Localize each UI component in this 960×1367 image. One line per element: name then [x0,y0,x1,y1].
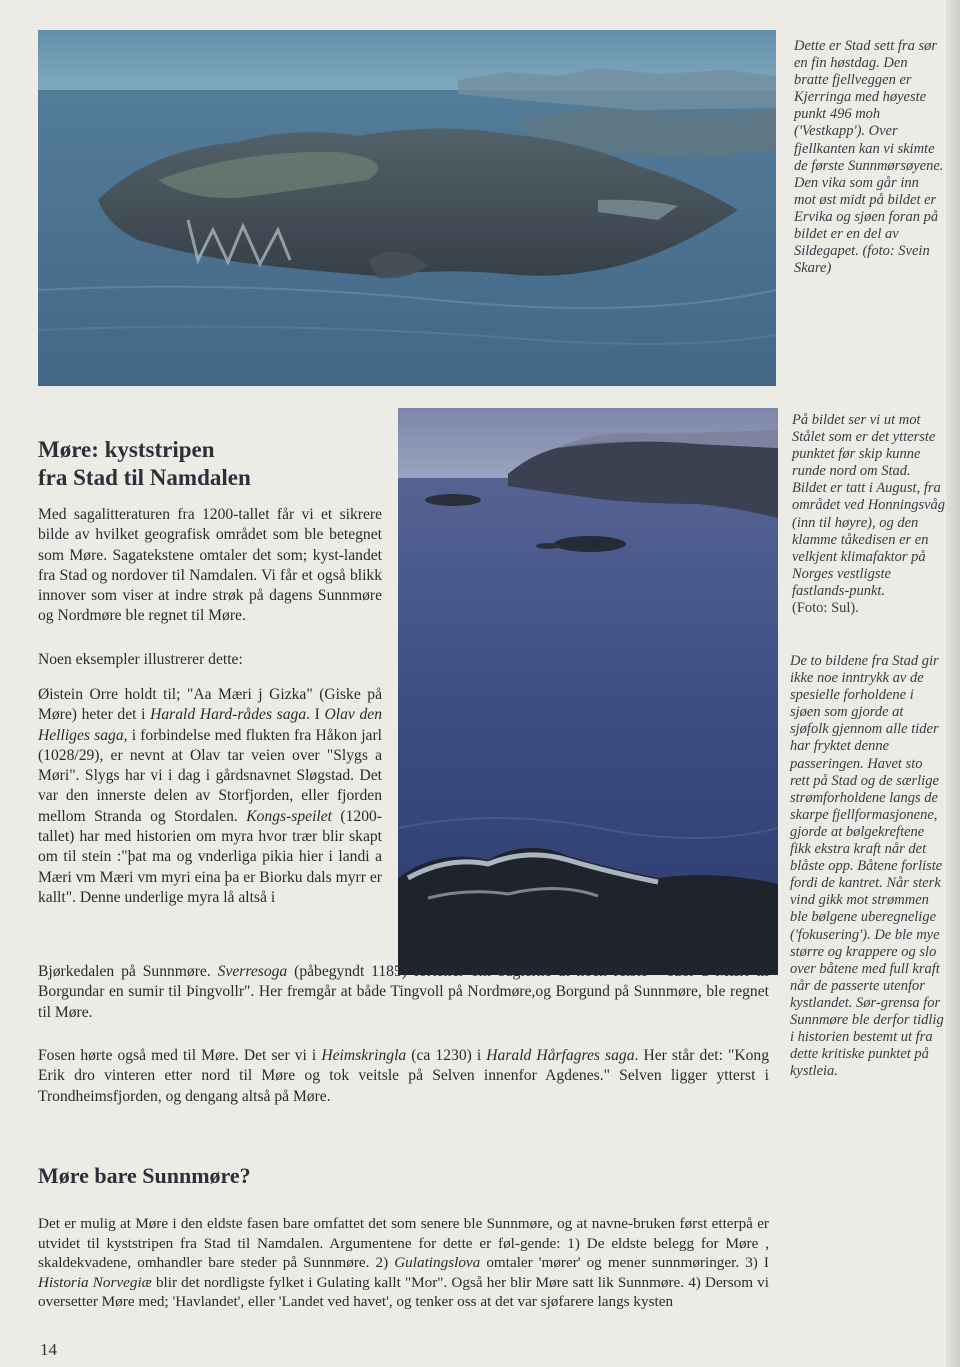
photo-caption-mid [792,412,947,617]
saga-title: Harald Hårfagres saga [486,1047,635,1064]
book-title: Heimskringla [321,1047,407,1064]
photo-caption-top: Dette er Stad sett fra sør en fin høstdag. Den bratte fjellveggen er Kjerringa med høyeste punkt 496 moh ('Vestkapp'). Over fjellkanten kan vi skimte de første Sunnmørsøyene. Den vika som går inn mot øst midt på bildet er Ervika og sjøen foran på bildet er en del av Sildegapet. (foto: Svein Skare) [794,38,944,277]
law-title: Gulatingslova [394,1254,481,1272]
saga-title: Kongs-speilet [246,807,332,825]
caption-mid-credit: (Foto: Sul). [792,600,859,617]
stalet-coast-photo [398,408,778,975]
saga-title: Harald Hard-rådes saga [150,706,307,724]
paragraph-examples: Noen eksempler illustrerer dette: [38,651,243,668]
text-run: (ca 1230) i [406,1047,487,1064]
text-run: Fosen hørte også med til Møre. Det ser vi i [38,1047,322,1064]
text-run: omtaler 'mører' og mener sunnmøringer. 3) I [480,1254,769,1272]
article-title: Møre: kyststripen fra Stad til Namdalen [38,437,251,490]
book-title: Historia Norvegiæ [38,1273,152,1291]
section-heading: Møre bare Sunnmøre? [38,1163,251,1188]
saga-title: Sverresoga [217,963,288,980]
paragraph-sunnmore [38,1214,769,1312]
text-run: Bjørkedalen på Sunnmøre. [38,963,218,980]
page-edge [946,0,960,1367]
sidebar-note: De to bildene fra Stad gir ikke noe inntrykk av de spesielle forholdene i sjøen som gjorde at sjøfolk gjennom alle tider har fryktet denne passeringen. Havet sto rett på Stad og de særlige strømforholdene langs de skarpe fjellformasjonene, gjorde at bølgekreftene fikk ekstra kraft når det blåste opp. Båtene forliste fordi de kantret. Når sterk vind gikk mot strømmen ble bølgene uberegnelige ('fokusering'). De ble mye større og krappere og slo over båtene med full kraft når de passerte utenfor kystlandet. Sør-grensa for Sunnmøre ble derfor tidlig i historien bestemt ut fra dette kritiske punktet på kystleia. [790,653,944,1080]
text-run: . I [306,706,325,724]
saga-title: Olav den Helliges saga [38,706,382,744]
page-number: 14 [40,1340,57,1359]
paragraph-fosen [38,1046,769,1107]
stad-aerial-photo [38,30,776,386]
text-run: (1200-tallet) har med historien om myra hvor trær blir skapt om til stein :"þat ma og vnderliga pikia hier i landi a Mæri vm Mæri vm myri eina þa er Biorku dals myrr er kallt". Denne underlige myra lå altså i [38,807,382,906]
text-run: . Her står det: "Kong Erik dro vinteren etter nord til Møre og tok veitsle på Selven innenfor Agdenes." Selven ligger ytterst i Trondheimsfjorden, og dengang altså på Møre. [38,1047,769,1105]
caption-mid-text: På bildet ser vi ut mot Stålet som er det ytterste punktet før skip kunne runde nord om Stad. Bildet er tatt i August, fra området ved Honningsvåg (inn til høyre), og den klamme tåkedisen er en velkjent klimafaktor på Norges vestligste fastlands-punkt. [792,412,946,599]
text-run: , i forbindelse med flukten fra Håkon jarl (1028/29), er nevnt at Olav tar veien over "Slygs a Møri". Slygs har vi i dag i gårdsnavnet Sløgstad. Det var den innerste delen av Storfjorden, eller fjorden mellom Stranda og Stordalen. [38,726,382,825]
paragraph-oistein [38,685,382,908]
text-run: blir det nordligste fylket i Gulating kallt "Mor". Også her blir Møre satt lik Sunnmøre. 4) Dersom vi oversetter Møre med; 'Havlandet', eller 'Landet ved havet', og tenker oss at det var sjøfarere langs kysten [38,1273,769,1311]
text-run: Det er mulig at Møre i den eldste fasen bare omfattet det som senere ble Sunnmøre, og at navne-bruken først etterpå er utvidet til kyststripen fra Stad til Namdalen. Argumentene for dette er føl-gende: 1) De eldste belegg for Møre , skaldekvadene, omhandler bare steder på Sunnmøre. 2) [38,1215,769,1272]
text-run: (påbegyndt 1185) forteller om baglerne at noen reiste " suðr a Mæri til Borgundar en sumir til Þingvollr". Her fremgår at både Tingvoll på Nordmøre,og Borgund på Sunnmøre, ble regnet til Møre. [38,963,769,1021]
paragraph-bjorkedalen [38,962,769,1023]
paragraph-intro: Med sagalitteraturen fra 1200-tallet får vi et sikrere bilde av hvilket geografisk området som ble betegnet som Møre. Sagatekstene omtaler det som; kyst-landet fra Stad og nordover til Namdalen. Vi får et også blikk innover som viser at indre strøk på dagens Sunnmøre og Nordmøre ble regnet til Møre. [38,506,382,625]
text-run: Øistein Orre holdt til; "Aa Mæri j Gizka" (Giske på Møre) heter det i [38,686,382,724]
